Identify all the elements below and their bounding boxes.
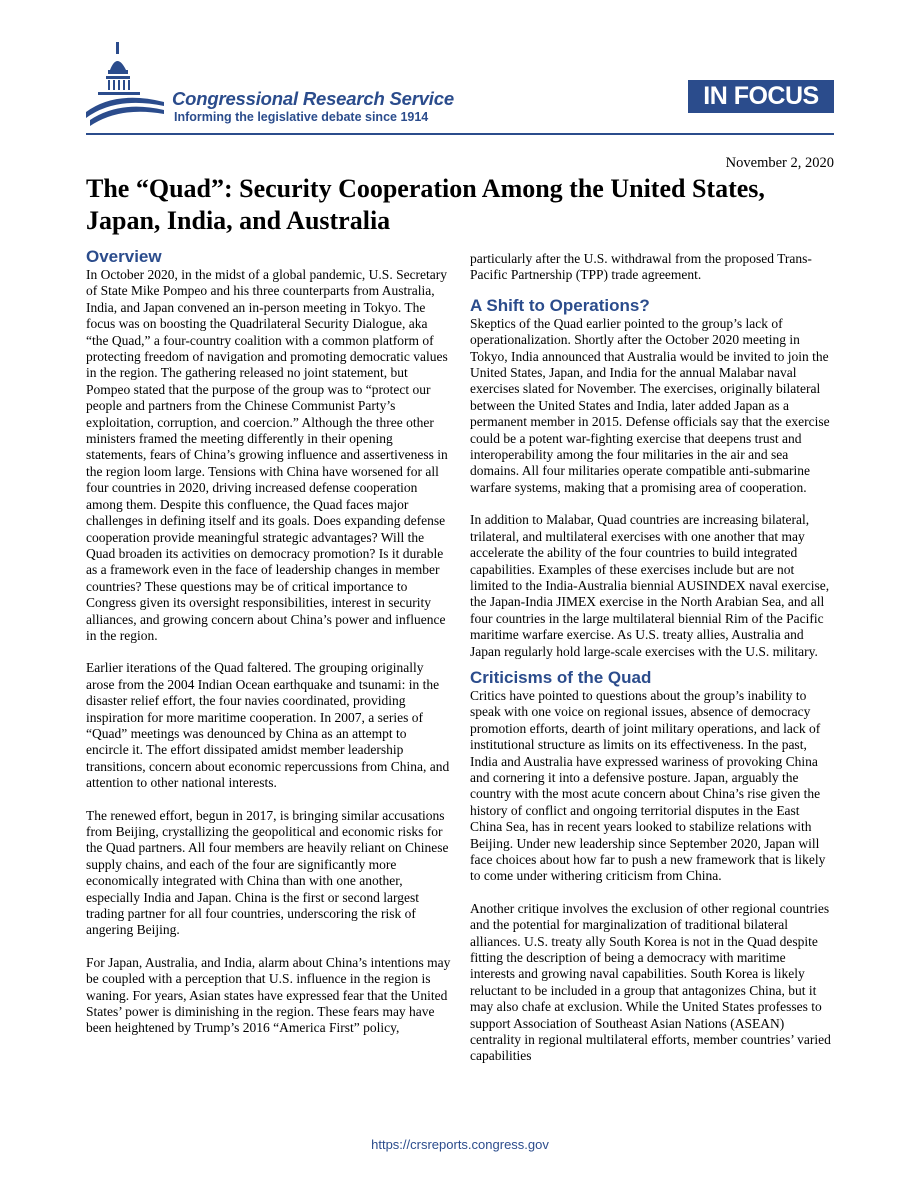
footer-url[interactable]: https://crsreports.congress.gov [371, 1137, 549, 1152]
capitol-dome-icon [86, 40, 166, 128]
page-title: The “Quad”: Security Cooperation Among the United States, Japan, India, and Australia [86, 174, 765, 235]
paragraph: Critics have pointed to questions about the group’s inability to speak with one voice on regional issues, absence of democracy promotion efforts, dearth of joint military operations, and lack of institutional structure as limits on its effectiveness. In the past, India and Australia have expressed wariness of provoking China and cornering it into a defensive posture. Japan, arguably the country with the most acute concern about China’s rise given the history of conflict and ongoing territorial disputes in the East China Sea, has in recent years looked to stabilize relations with Beijing. Under new leadership since September 2020, Japan will face choices about how far to push a new framework that is likely to come under withering criticism from China. [470, 687, 826, 884]
brand-tagline: Informing the legislative debate since 1914 [174, 110, 429, 124]
section-heading-overview: Overview [86, 247, 162, 266]
brand-name: Congressional Research Service [172, 88, 454, 109]
paragraph: In October 2020, in the midst of a global pandemic, U.S. Secretary of State Mike Pompeo and his three counterparts from Australia, India, and Japan convened an in-person meeting in Tokyo. The focus was on boosting the Quadrilateral Security Dialogue, aka “the Quad,” a four-country coalition with a common platform of protecting freedom of navigation and promoting democratic values in the region. The gathering released no joint statement, but Pompeo stated that the purpose of the group was to “protect our people and partners from the Chinese Communist Party’s exploitation, corruption, and coercion.” Although the three other ministers framed the meeting differently in their opening statements, fears of China’s growing influence and assertiveness in the region loom large. Tensions with China have worsened for all four countries in 2020, driving increased defense cooperation among them. Despite this confluence, the Quad faces major challenges in defining itself and its goals. Does expanding defense cooperation provide meaningful strategic advantages? Will the Quad broaden its activities on democracy promotion? Is it durable as a framework even in the face of leadership changes in member countries? These questions may be of critical importance to Congress given its oversight responsibilities, interest in security alliances, and growing concern about China’s power and influence in the region. [86, 267, 448, 643]
right-column [470, 251, 834, 1081]
in-focus-badge: IN FOCUS [688, 80, 834, 113]
header-divider [86, 133, 834, 135]
report-header [86, 40, 836, 136]
paragraph-continuation: particularly after the U.S. withdrawal from the proposed Trans-Pacific Partnership (TPP) trade agreement. [470, 251, 812, 283]
paragraph: Earlier iterations of the Quad faltered. The grouping originally arose from the 2004 Indian Ocean earthquake and tsunami: in the disaster relief effort, the four navies coordinated, providing inspiration for more maritime cooperation. In 2007, a series of “Quad” meetings was denounced by China as an attempt to encircle it. The effort dissipated amidst member leadership transitions, concern about economic repercussions from China, and attention to other national interests. [86, 660, 450, 791]
paragraph: Another critique involves the exclusion of other regional countries and the potential for marginalization of traditional bilateral alliances. U.S. treaty ally South Korea is not in the Quad despite fitting the description of being a democracy with maritime interests and growing naval capabilities. South Korea is likely reluctant to be included in a group that antagonizes China, but it may also chafe at exclusion. While the United States professes to support Association of Southeast Asian Nations (ASEAN) centrality in regional multilateral efforts, member countries’ varied capabilities [470, 900, 831, 1064]
left-column [86, 247, 451, 1053]
paragraph: The renewed effort, begun in 2017, is bringing similar accusations from Beijing, crystallizing the geopolitical and economic risks for the Quad partners. All four members are heavily reliant on Chinese supply chains, and each of the four are significantly more economically integrated with China than with one another, especially India and Japan. China is the first or second largest trading partner for all four countries, underscoring the risk of angering Beijing. [86, 807, 449, 938]
section-heading-shift-to-operations: A Shift to Operations? [470, 295, 650, 315]
paragraph: Skeptics of the Quad earlier pointed to the group’s lack of operationalization. Shortly after the October 2020 meeting in Tokyo, India announced that Australia would be invited to join the United States, Japan, and India for the annual Malabar naval exercises slated for November. The exercises, originally bilateral between the United States and India, later added Japan as a permanent member in 2015. Defense officials say that the exercise could be a potent war-fighting exercise that deepens trust and interoperability among the four militaries in the air and sea domains. All four militaries operate compatible anti-submarine warfare systems, making that a promising area of cooperation. [470, 315, 830, 495]
paragraph: For Japan, Australia, and India, alarm about China’s intentions may be coupled with a perception that U.S. influence in the region is waning. For years, Asian states have expressed fear that the United States’ power is diminishing in the region. These fears may have been heightened by Trump’s 2016 “America First” policy, [86, 954, 451, 1036]
section-heading-criticisms: Criticisms of the Quad [470, 667, 652, 687]
paragraph: In addition to Malabar, Quad countries are increasing bilateral, trilateral, and multilateral exercises with one another that may accelerate the ability of the four countries to build integrated capabilities. Examples of these exercises include but are not limited to the India-Australia biennial AUSINDEX naval exercise, the Japan-India JIMEX exercise in the North Arabian Sea, and all four countries in the large multilateral biennial Rim of the Pacific maritime warfare exercise. As U.S. treaty allies, Australia and Japan regularly hold large-scale exercises with the U.S. military. [470, 512, 830, 659]
publication-date: November 2, 2020 [725, 155, 834, 171]
